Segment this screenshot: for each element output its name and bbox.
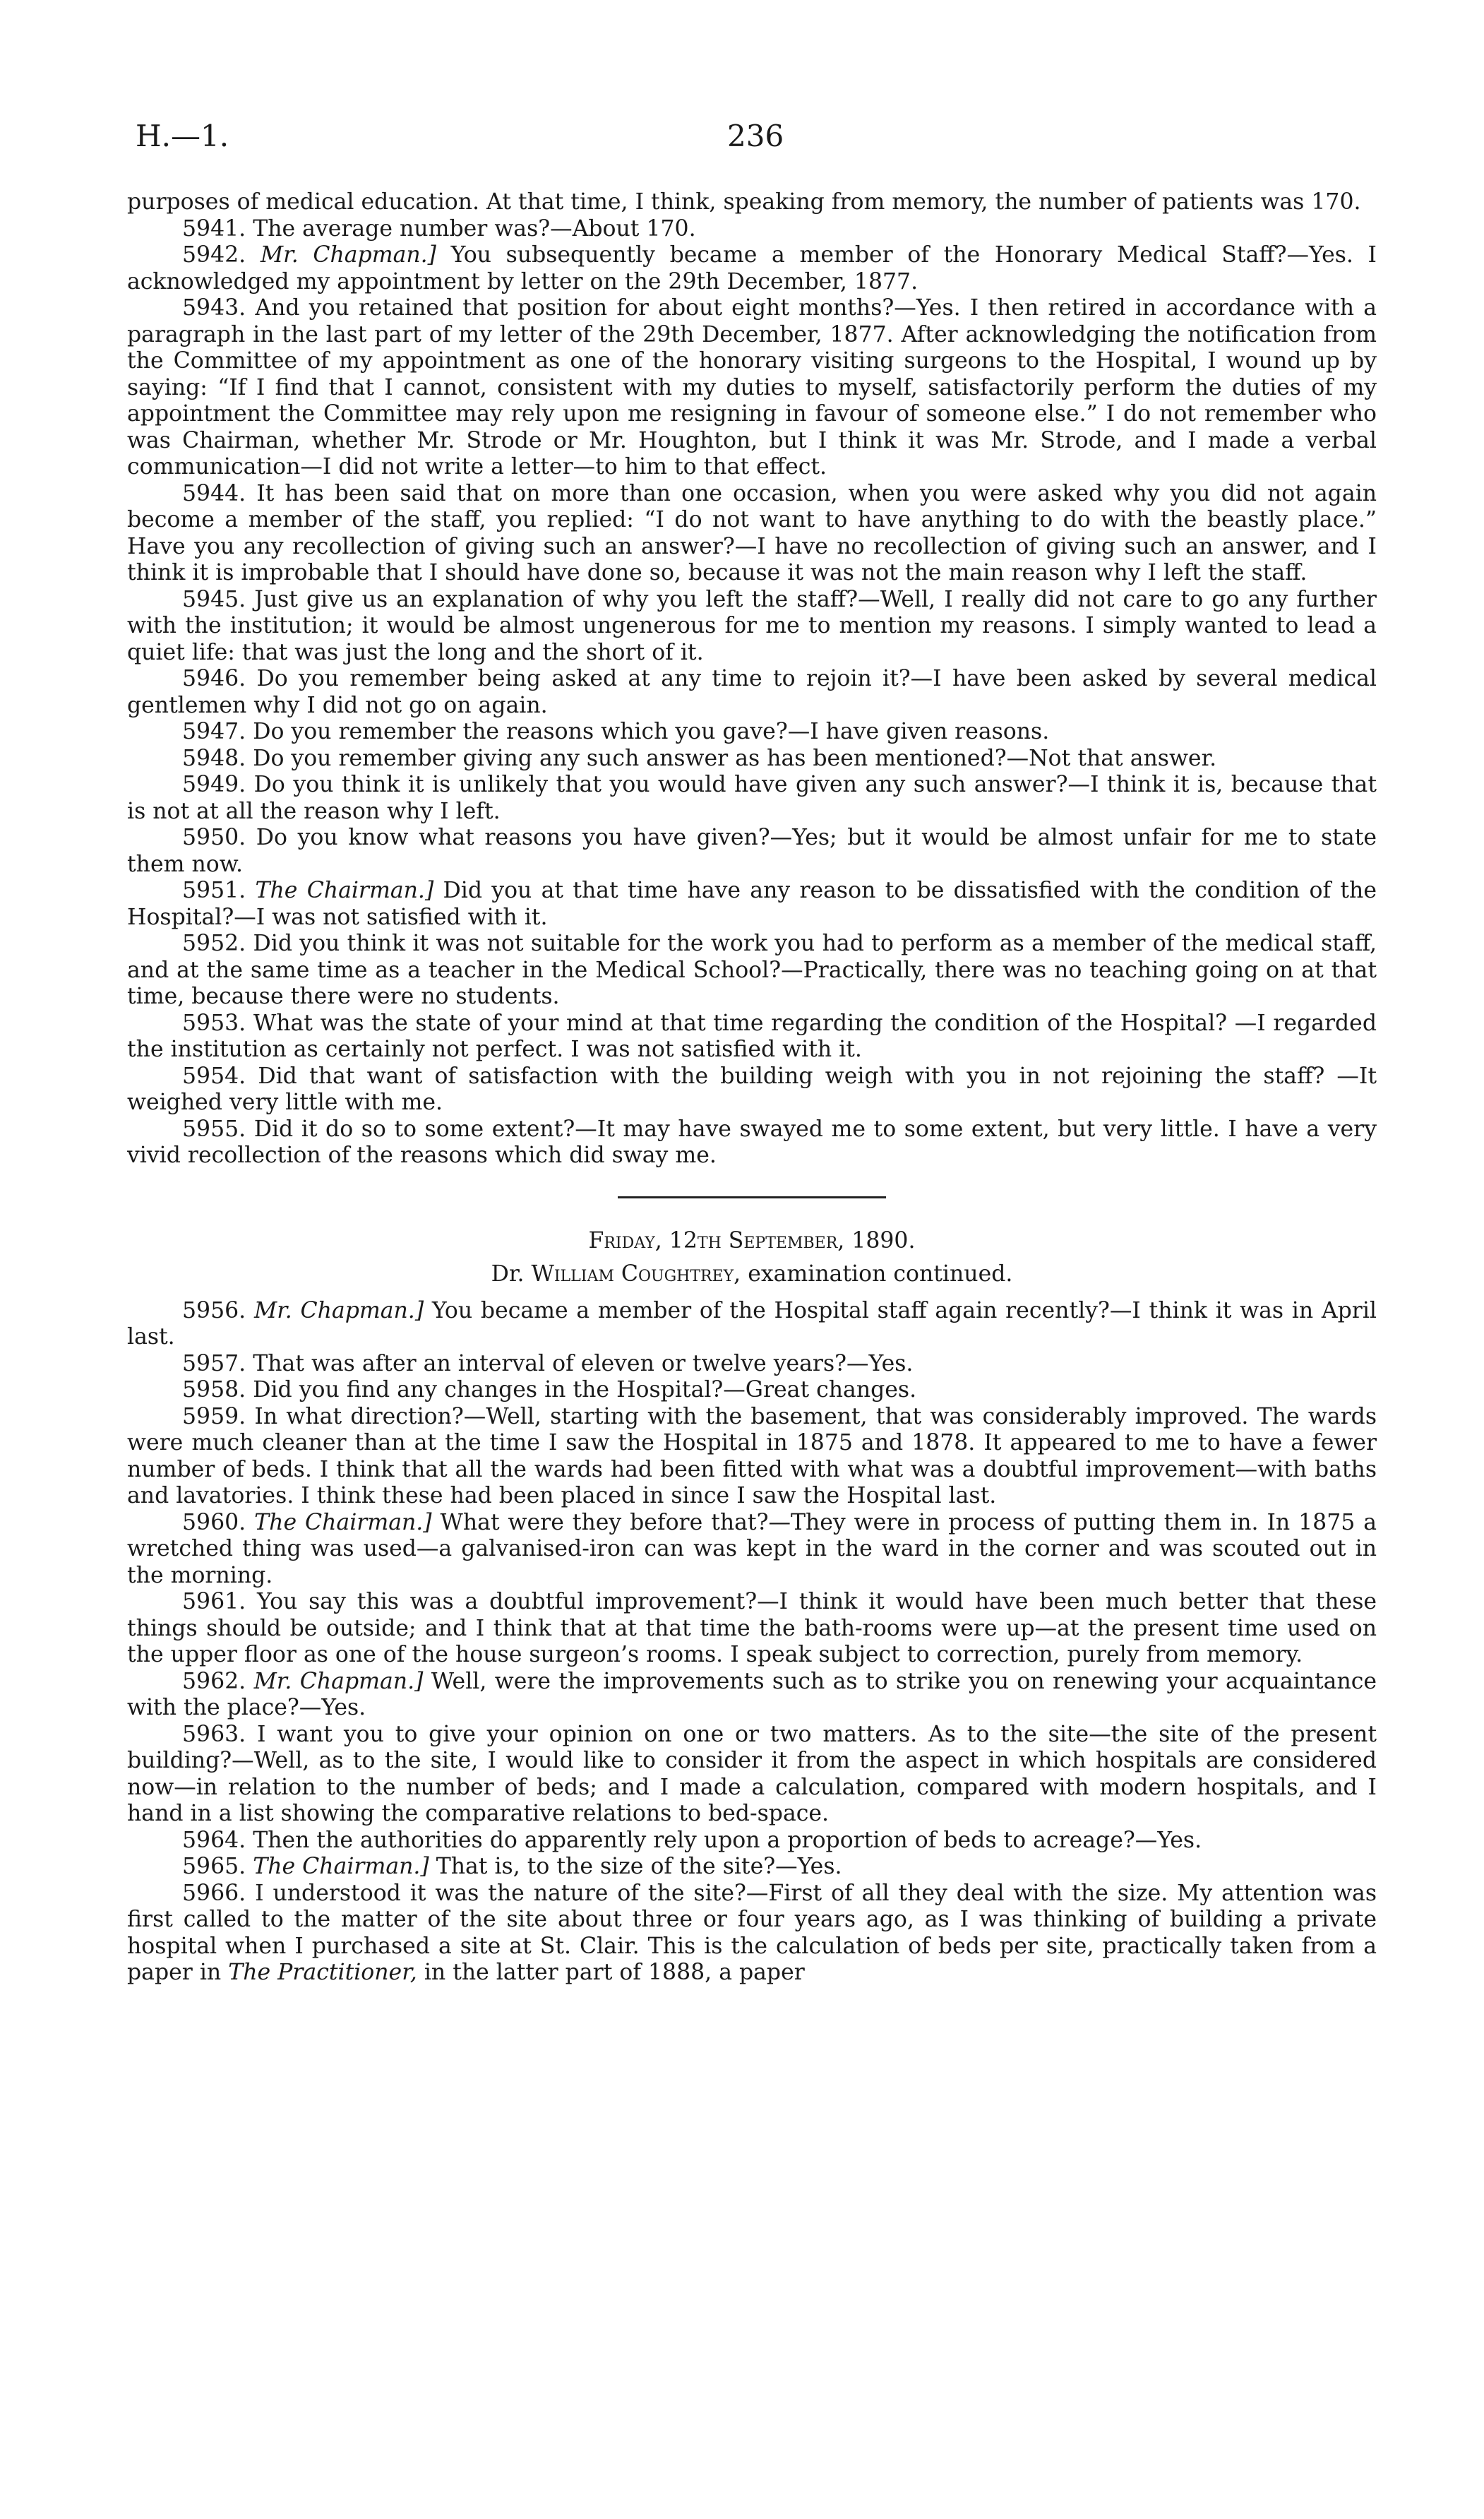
- speaker-label: The Chairman.]: [254, 1509, 432, 1535]
- question-5958: 5958. Did you find any changes in the Hospital?—Great changes.: [182, 1377, 917, 1403]
- question-5951: 5951. The Chairman.] Did you at that time have any reason to be dissatisfied with the condition of the Hospital?—I was not satisfied with it.: [127, 878, 1377, 930]
- question-5966: 5966. I understood it was the nature of the site?—First of all they deal with the size. My attention was first called to the matter of the site about three or four years ago, as I was thinking of building a private hospital when I purchased a site at St. Clair. This is the calculation of beds per site, practically taken from a paper in The Practitioner, in the latter part of 1888, a paper: [127, 1880, 1377, 1985]
- question-5946: 5946. Do you remember being asked at any time to rejoin it?—I have been asked by several medical gentlemen why I did not go on again.: [127, 666, 1377, 718]
- witness-name: William Coughtrey,: [531, 1261, 741, 1287]
- question-5944: 5944. It has been said that on more than one occasion, when you were asked why you did not again become a member of the staff, you replied: “I do not want to have anything to do with the beastly place.” Have you any recollection of giving such an answer?—I have no recollection of giving such an answer, and I think it is improbable that I should have done so, because it was not the main reason why I left the staff.: [127, 480, 1377, 585]
- speaker-label: Mr. Chapman.]: [253, 1668, 424, 1694]
- question-5949: 5949. Do you think it is unlikely that you would have given any such answer?—I think it is, because that is not at all the reason why I left.: [127, 772, 1377, 824]
- question-5956: 5956. Mr. Chapman.] You became a member of the Hospital staff again recently?—I think it was in April last.: [127, 1297, 1377, 1350]
- question-5942: 5942. Mr. Chapman.] You subsequently became a member of the Honorary Medical Staff?—Yes. I acknowledged my appointment by letter on the 29th December, 1877.: [127, 242, 1377, 294]
- speaker-label: The Chairman.]: [253, 1854, 429, 1879]
- question-5960: 5960. The Chairman.] What were they before that?—They were in process of putting them in. In 1875 a wretched thing was used—a galvanised-iron can was kept in the ward in the corner and was scouted out in the morning.: [127, 1509, 1377, 1588]
- question-5965: 5965. The Chairman.] That is, to the size of the site?—Yes.: [182, 1854, 842, 1879]
- witness-heading: Dr. William Coughtrey, examination continued.: [491, 1261, 1013, 1287]
- question-5941: 5941. The average number was?—About 170.: [182, 215, 696, 242]
- page-header: [0, 119, 1484, 161]
- speaker-label: Mr. Chapman.]: [253, 1297, 424, 1323]
- speaker-label: The Chairman.]: [255, 878, 434, 903]
- question-5962: 5962. Mr. Chapman.] Well, were the improvements such as to strike you on renewing your acquaintance with the place?—Yes.: [127, 1668, 1377, 1720]
- question-5950: 5950. Do you know what reasons you have given?—Yes; but it would be almost unfair for me to state them now.: [127, 825, 1377, 877]
- paragraph-intro: purposes of medical education. At that time, I think, speaking from memory, the number of patients was 170.: [127, 189, 1361, 215]
- body-text: [127, 189, 1377, 1987]
- question-5959: 5959. In what direction?—Well, starting with the basement, that was considerably improved. The wards were much cleaner than at the time I saw the Hospital in 1875 and 1878. It appeared to me to have a fewer number of beds. I think that all the wards had been fitted with what was a doubtful improvement—with baths and lavatories. I think these had been placed in since I saw the Hospital last.: [127, 1403, 1377, 1508]
- question-5964: 5964. Then the authorities do apparently rely upon a proportion of beds to acreage?—Yes.: [182, 1827, 1202, 1853]
- question-5954: 5954. Did that want of satisfaction with the building weigh with you in not rejoining the staff? —It weighed very little with me.: [127, 1063, 1377, 1115]
- section-date: Friday, 12th September, 1890.: [588, 1227, 916, 1253]
- section-divider: [618, 1196, 886, 1198]
- journal-title: The Practitioner,: [228, 1960, 417, 1985]
- speaker-label: Mr. Chapman.]: [260, 242, 436, 268]
- question-5957: 5957. That was after an interval of eleven or twelve years?—Yes.: [182, 1350, 914, 1376]
- question-5955: 5955. Did it do so to some extent?—It may have swayed me to some extent, but very little. I have a very vivid recollection of the reasons which did sway me.: [127, 1116, 1377, 1168]
- page-number: 236: [727, 119, 784, 153]
- question-5961: 5961. You say this was a doubtful improvement?—I think it would have been much better that these things should be outside; and I think that at that time the bath-rooms were up—at the present time used on the upper floor as one of the house surgeon’s rooms. I speak subject to correction, purely from memory.: [127, 1589, 1377, 1667]
- question-5947: 5947. Do you remember the reasons which you gave?—I have given reasons.: [182, 719, 1050, 744]
- question-5963: 5963. I want you to give your opinion on one or two matters. As to the site—the site of the present building?—Well, as to the site, I would like to consider it from the aspect in which hospitals are considered now—in relation to the number of beds; and I made a calculation, compared with modern hospitals, and I hand in a list showing the comparative relations to bed-space.: [127, 1721, 1377, 1826]
- question-5945: 5945. Just give us an explanation of why you left the staff?—Well, I really did not care to go any further with the institution; it would be almost ungenerous for me to mention my reasons. I simply wanted to lead a quiet life: that was just the long and the short of it.: [127, 586, 1377, 665]
- report-code: H.—1.: [136, 119, 229, 153]
- question-5953: 5953. What was the state of your mind at that time regarding the condition of the Hospital? —I regarded the institution as certainly not perfect. I was not satisfied with it.: [127, 1010, 1377, 1062]
- question-5943: 5943. And you retained that position for about eight months?—Yes. I then retired in accordance with a paragraph in the last part of my letter of the 29th December, 1877. After acknowledging the notification from the Committee of my appointment as one of the honorary visiting surgeons to the Hospital, I wound up by saying: “If I find that I cannot, consistent with my duties to myself, satisfactorily perform the duties of my appointment the Committee may rely upon me resigning in favour of someone else.” I do not remember who was Chairman, whether Mr. Strode or Mr. Houghton, but I think it was Mr. Strode, and I made a verbal communication—I did not write a letter—to him to that effect.: [127, 295, 1377, 480]
- question-5952: 5952. Did you think it was not suitable for the work you had to perform as a member of the medical staff, and at the same time as a teacher in the Medical School?—Practically, there was no teaching going on at that time, because there were no students.: [127, 931, 1377, 1009]
- question-5948: 5948. Do you remember giving any such answer as has been mentioned?—Not that answer.: [182, 745, 1217, 771]
